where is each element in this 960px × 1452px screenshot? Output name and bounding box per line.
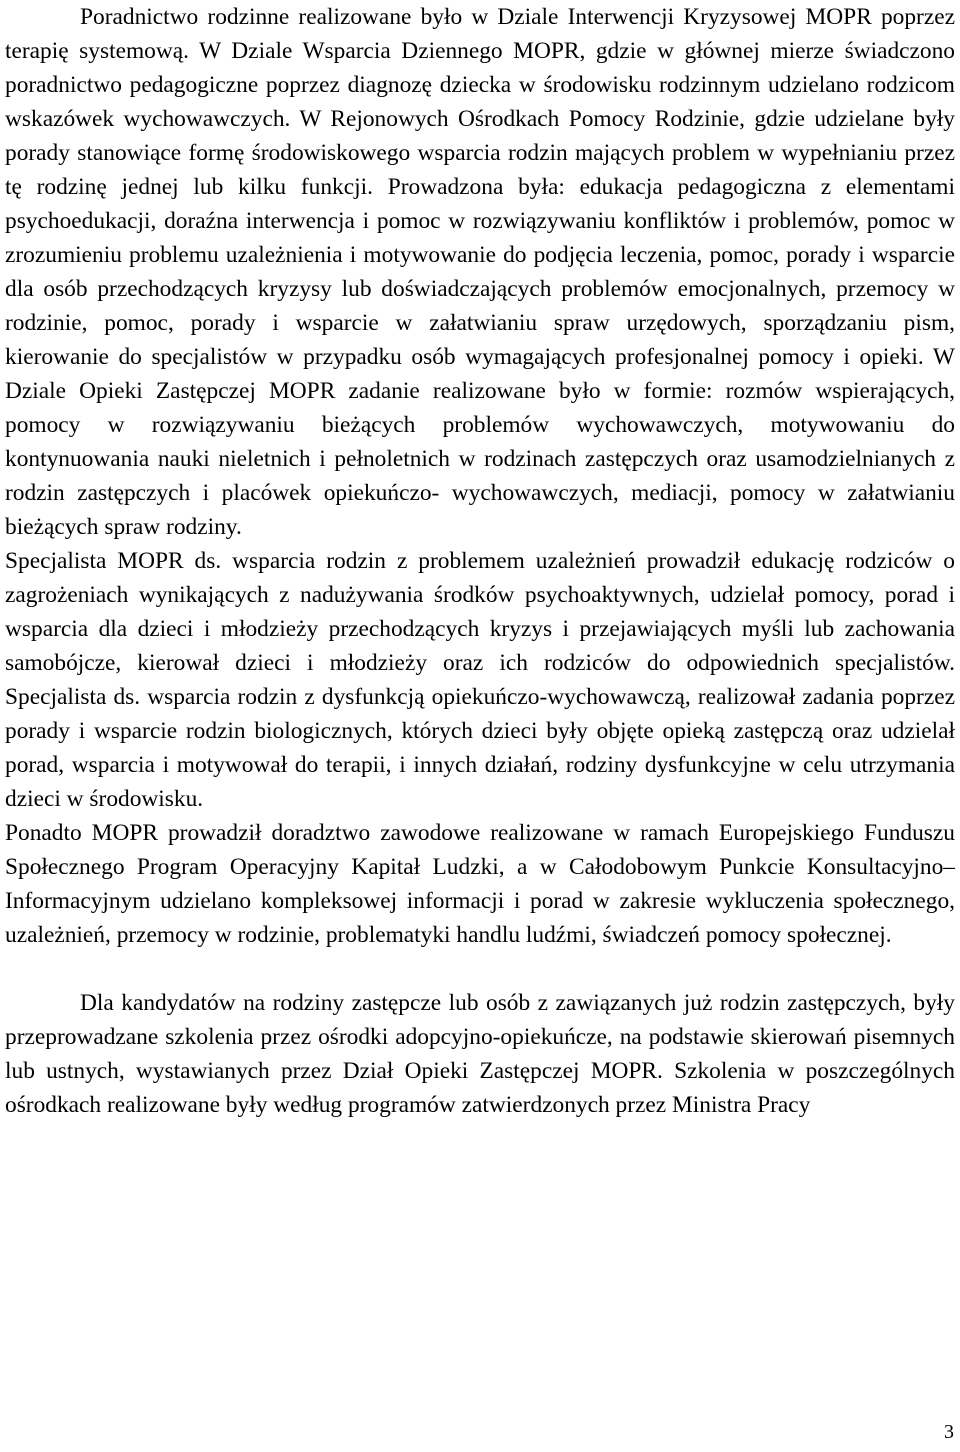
document-page <box>5 0 955 1122</box>
page-number: 3 <box>944 1421 954 1443</box>
paragraph-counseling: Poradnictwo rodzinne realizowane było w Dziale Interwencji Kryzysowej MOPR poprzez terapię systemową. W Dziale Wsparcia Dziennego MOPR, gdzie w głównej mierze świadczono poradnictwo pedagogiczne poprzez diagnozę dziecka w środowisku rodzinnym udzielano rodzicom wskazówek wychowawczych. W Rejonowych Ośrodkach Pomocy Rodzinie, gdzie udzielane były porady stanowiące formę środowiskowego wsparcia rodzin mających problem w wypełnianiu przez tę rodzinę jednej lub kilku funkcji. Prowadzona była: edukacja pedagogiczna z elementami psychoedukacji, doraźna interwencja i pomoc w rozwiązywaniu konfliktów i problemów, pomoc w zrozumieniu problemu uzależnienia i motywowanie do podjęcia leczenia, pomoc, porady i wsparcie dla osób przechodzących kryzysy lub doświadczających problemów emocjonalnych, przemocy w rodzinie, pomoc, porady i wsparcie w załatwianiu spraw urzędowych, sporządzaniu pism, kierowanie do specjalistów w przypadku osób wymagających profesjonalnej pomocy i opieki. W Dziale Opieki Zastępczej MOPR zadanie realizowane było w formie: rozmów wspierających, pomocy w rozwiązywaniu bieżących problemów wychowawczych, motywowaniu do kontynuowania nauki nieletnich i pełnoletnich w rodzinach zastępczych oraz usamodzielnianych z rodzin zastępczych i placówek opiekuńczo- wychowawczych, mediacji, pomocy w załatwianiu bieżących spraw rodziny. <box>5 4 955 540</box>
paragraph-foster-training: Dla kandydatów na rodziny zastępcze lub osób z zawiązanych już rodzin zastępczych, były przeprowadzane szkolenia przez ośrodki adopcyjno-opiekuńcze, na podstawie skierowań pisemnych lub ustnych, wystawianych przez Dział Opieki Zastępczej MOPR. Szkolenia w poszczególnych ośrodkach realizowane były według programów zatwierdzonych przez Ministra Pracy <box>5 990 955 1118</box>
paragraph-gap <box>5 952 955 986</box>
paragraph-specialists: Specjalista MOPR ds. wsparcia rodzin z problemem uzależnień prowadził edukację rodziców o zagrożeniach wynikających z nadużywania środków psychoaktywnych, udzielał pomocy, porad i wsparcia dla dzieci i młodzieży przechodzących kryzys i przejawiających myśli lub zachowania samobójcze, kierował dzieci i młodzieży oraz ich rodziców do odpowiednich specjalistów. Specjalista ds. wsparcia rodzin z dysfunkcją opiekuńczo-wychowawczą, realizował zadania poprzez porady i wsparcie rodzin biologicznych, których dzieci były objęte opieką zastępczą oraz udzielał porad, wsparcia i motywował do terapii, i innych działań, rodziny dysfunkcyjne w celu utrzymania dzieci w środowisku. <box>5 548 955 812</box>
paragraph-additional-services: Ponadto MOPR prowadził doradztwo zawodowe realizowane w ramach Europejskiego Funduszu Społecznego Program Operacyjny Kapitał Ludzki, a w Całodobowym Punkcie Konsultacyjno–Informacyjnym udzielano kompleksowej informacji i porad w zakresie wykluczenia społecznego, uzależnień, przemocy w rodzinie, problematyki handlu ludźmi, świadczeń pomocy społecznej. <box>5 820 955 948</box>
